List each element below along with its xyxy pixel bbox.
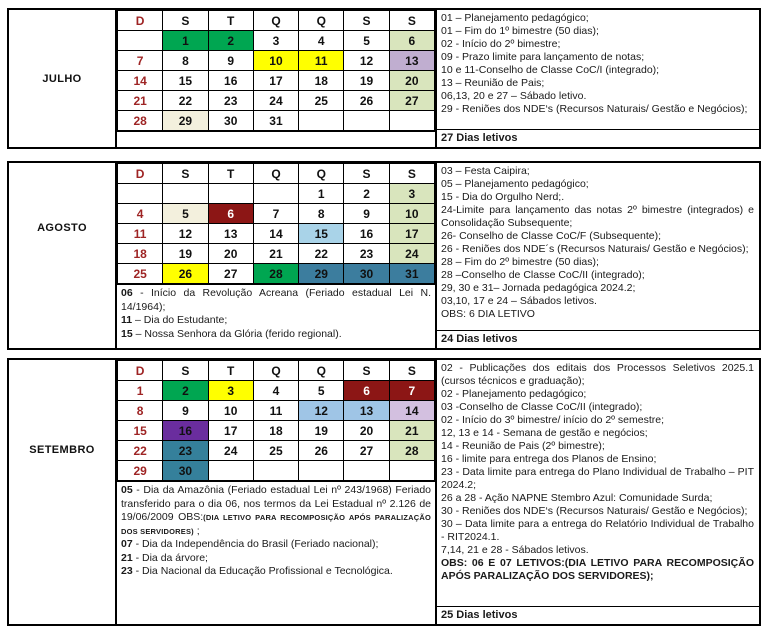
- day-header: S: [344, 11, 389, 31]
- footnote-text: 11: [121, 314, 133, 326]
- day-header: S: [389, 164, 434, 184]
- day-cell: 13: [344, 401, 389, 421]
- dias-letivos-julho: 27 Dias letivos: [437, 129, 759, 147]
- day-cell: 21: [118, 91, 163, 111]
- note-line: 29 - Reniões dos NDE‘s (Recursos Naturais/ Gestão e Negócios);: [441, 103, 748, 115]
- note-line: 10 e 11-Conselho de Classe CoC/I (integrado);: [441, 64, 660, 76]
- day-cell: 24: [253, 91, 298, 111]
- footnote-text: – Nossa Senhora da Glória (ferido regional).: [132, 327, 342, 340]
- day-cell: 10: [208, 401, 253, 421]
- day-cell: 9: [208, 51, 253, 71]
- day-header: T: [208, 164, 253, 184]
- day-cell: 21: [389, 421, 434, 441]
- calendar-footnotes-setembro: [117, 481, 435, 624]
- day-cell: 18: [299, 71, 344, 91]
- footnote-text: 06: [121, 287, 133, 299]
- empty-cell: [344, 111, 389, 131]
- day-cell: 14: [253, 224, 298, 244]
- day-cell: 26: [299, 441, 344, 461]
- day-cell: 25: [253, 441, 298, 461]
- day-cell: 4: [118, 204, 163, 224]
- footnote-text: 21: [121, 551, 133, 564]
- day-cell: 28: [389, 441, 434, 461]
- note-line: 14 - Reunião de Pais (2º bimestre);: [441, 440, 605, 452]
- day-cell: 8: [299, 204, 344, 224]
- footnote-text: – Dia do Estudante;: [132, 314, 228, 326]
- note-line: 30 - Reniões dos NDE‘s (Recursos Naturais/ Gestão e Negócios);: [441, 505, 748, 517]
- note-line: 02 - Início do 3º bimestre/ início do 2º semestre;: [441, 414, 665, 426]
- day-header: T: [208, 11, 253, 31]
- day-cell: 16: [344, 224, 389, 244]
- day-cell: 27: [208, 264, 253, 284]
- day-header: T: [208, 361, 253, 381]
- empty-cell: [344, 461, 389, 481]
- day-cell: 1: [299, 184, 344, 204]
- note-line: 26- Conselho de Classe CoC/F (Subsequente);: [441, 230, 662, 242]
- day-header: Q: [299, 361, 344, 381]
- day-cell: 16: [163, 421, 208, 441]
- day-cell: 12: [344, 51, 389, 71]
- calendar-setembro: [117, 360, 435, 624]
- day-cell: 6: [208, 204, 253, 224]
- calendar-footnote-line: [121, 484, 431, 538]
- calendar-table-agosto: [117, 163, 435, 284]
- empty-cell: [208, 461, 253, 481]
- day-cell: 29: [163, 111, 208, 131]
- day-header: D: [118, 164, 163, 184]
- note-line: 29, 30 e 31– Jornada pedagógica 2024.2;: [441, 282, 636, 294]
- month-title-agosto: AGOSTO: [37, 221, 87, 234]
- empty-cell: [389, 111, 434, 131]
- empty-cell: [299, 111, 344, 131]
- footnote-text: 07: [121, 538, 133, 550]
- calendar-footnotes-julho: [117, 131, 435, 147]
- day-cell: 7: [389, 381, 434, 401]
- note-line: 26 a 28 - Ação NAPNE Stembro Azul: Comunidade Surda;: [441, 492, 713, 504]
- calendar-footnotes-agosto: [117, 284, 435, 348]
- day-cell: 23: [344, 244, 389, 264]
- footnote-text: - Início da Revolução Acreana (Feriado estadual Lei N. 14/1964);: [121, 287, 431, 313]
- day-header: Q: [253, 361, 298, 381]
- empty-cell: [163, 184, 208, 204]
- day-cell: 31: [389, 264, 434, 284]
- day-cell: 24: [389, 244, 434, 264]
- day-cell: 18: [118, 244, 163, 264]
- day-cell: 29: [118, 461, 163, 481]
- note-line: OBS: 06 E 07 LETIVOS:(DIA LETIVO PARA RECOMPOSIÇÃO APÓS PARALIZAÇÃO DOS SERVIDORES);: [441, 557, 754, 582]
- month-label-box-agosto: [9, 163, 117, 348]
- note-line: 24-Limite para lançamento das notas 2º bimestre (integrados) e Consolidação Subsequente;: [441, 204, 754, 229]
- day-cell: 12: [163, 224, 208, 244]
- month-label-box-julho: [9, 10, 117, 147]
- day-cell: 1: [163, 31, 208, 51]
- day-cell: 12: [299, 401, 344, 421]
- month-title-julho: JULHO: [42, 72, 82, 85]
- notes-body-setembro: [437, 360, 759, 606]
- day-cell: 15: [163, 71, 208, 91]
- day-cell: 2: [163, 381, 208, 401]
- calendar-footnote-line: [121, 538, 431, 552]
- calendar-julho: [117, 10, 435, 147]
- calendar-footnote-line: [121, 287, 431, 314]
- calendar-agosto: [117, 163, 435, 348]
- day-cell: 28: [118, 111, 163, 131]
- day-cell: 19: [344, 71, 389, 91]
- day-cell: 30: [163, 461, 208, 481]
- empty-cell: [208, 184, 253, 204]
- day-cell: 11: [299, 51, 344, 71]
- day-header: S: [344, 361, 389, 381]
- note-line: 23 - Data limite para entrega do Plano Individual de Trabalho – PIT 2024.2;: [441, 466, 754, 491]
- day-cell: 22: [299, 244, 344, 264]
- notes-setembro: [435, 360, 759, 624]
- day-cell: 10: [253, 51, 298, 71]
- note-line: 01 – Fim do 1º bimestre (50 dias);: [441, 25, 599, 37]
- section-agosto: [7, 161, 761, 350]
- day-cell: 19: [299, 421, 344, 441]
- day-cell: 6: [344, 381, 389, 401]
- note-line: 02 - Publicações dos editais dos Processos Seletivos 2025.1 (cursos técnicos e graduação);: [441, 362, 754, 387]
- notes-julho: [435, 10, 759, 147]
- calendar-footnote-line: [121, 552, 431, 566]
- day-cell: 6: [389, 31, 434, 51]
- day-cell: 15: [299, 224, 344, 244]
- note-line: 03 – Festa Caipira;: [441, 165, 530, 177]
- footnote-smallcaps-text: (DIA LETIVO PARA RECOMPOSIÇÃO APÓS PARALIZAÇÃO DOS SERVIDORES): [121, 513, 431, 536]
- notes-body-agosto: [437, 163, 759, 330]
- day-cell: 20: [344, 421, 389, 441]
- calendar-table-julho: [117, 10, 435, 131]
- day-cell: 30: [208, 111, 253, 131]
- footnote-text: - Dia da Amazônia (Feriado estadual Lei nº 243/1968) Feriado transferido para o dia 06, nos termos da Lei Estadual nº 2.126 de 19/06/2009 OBS:: [121, 484, 431, 523]
- day-cell: 31: [253, 111, 298, 131]
- day-cell: 14: [118, 71, 163, 91]
- day-cell: 18: [253, 421, 298, 441]
- day-header: S: [163, 11, 208, 31]
- day-cell: 14: [389, 401, 434, 421]
- day-cell: 1: [118, 381, 163, 401]
- day-cell: 5: [299, 381, 344, 401]
- day-cell: 15: [118, 421, 163, 441]
- day-cell: 23: [163, 441, 208, 461]
- calendar-footnote-line: [121, 565, 431, 579]
- day-cell: 11: [118, 224, 163, 244]
- note-line: 28 –Conselho de Classe CoC/II (integrado);: [441, 269, 645, 281]
- day-cell: 7: [253, 204, 298, 224]
- day-header: S: [389, 11, 434, 31]
- day-cell: 8: [118, 401, 163, 421]
- calendar-table-setembro: [117, 360, 435, 481]
- note-line: 7,14, 21 e 28 - Sábados letivos.: [441, 544, 589, 556]
- calendar-footnote-line: [121, 314, 431, 328]
- notes-agosto: [435, 163, 759, 348]
- footnote-text: 23: [121, 565, 133, 577]
- notes-body-julho: [437, 10, 759, 129]
- day-header: S: [344, 164, 389, 184]
- month-label-box-setembro: [9, 360, 117, 624]
- note-line: 09 - Prazo limite para lançamento de notas;: [441, 51, 645, 63]
- day-cell: 29: [299, 264, 344, 284]
- day-header: D: [118, 361, 163, 381]
- day-cell: 11: [253, 401, 298, 421]
- note-line: 28 – Fim do 2º bimestre (50 dias);: [441, 256, 599, 268]
- note-line: 02 - Início do 2º bimestre;: [441, 38, 561, 50]
- day-header: Q: [299, 164, 344, 184]
- empty-cell: [118, 31, 163, 51]
- day-cell: 16: [208, 71, 253, 91]
- empty-cell: [253, 461, 298, 481]
- note-line: 26 - Reniões dos NDE´s (Recursos Naturais/ Gestão e Negócios);: [441, 243, 749, 255]
- day-header: S: [163, 361, 208, 381]
- note-line: 03 -Conselho de Classe CoC/II (integrado);: [441, 401, 643, 413]
- day-cell: 24: [208, 441, 253, 461]
- dias-letivos-agosto: 24 Dias letivos: [437, 330, 759, 348]
- note-line: 03,10, 17 e 24 – Sábados letivos.: [441, 295, 597, 307]
- day-cell: 2: [208, 31, 253, 51]
- day-cell: 30: [344, 264, 389, 284]
- note-line: 30 – Data limite para a entrega do Relatório Individual de Trabalho - RIT2024.1.: [441, 518, 754, 543]
- day-cell: 3: [389, 184, 434, 204]
- day-cell: 25: [118, 264, 163, 284]
- day-cell: 13: [208, 224, 253, 244]
- day-cell: 27: [389, 91, 434, 111]
- day-cell: 22: [163, 91, 208, 111]
- empty-cell: [253, 184, 298, 204]
- day-cell: 5: [163, 204, 208, 224]
- calendar-footnote-line: [121, 328, 431, 342]
- note-line: OBS: 6 DIA LETIVO: [441, 308, 535, 320]
- note-line: 01 – Planejamento pedagógico;: [441, 12, 589, 24]
- day-cell: 28: [253, 264, 298, 284]
- footnote-text: 15: [121, 327, 133, 340]
- note-line: 05 – Planejamento pedagógico;: [441, 178, 589, 190]
- day-cell: 10: [389, 204, 434, 224]
- day-cell: 22: [118, 441, 163, 461]
- day-cell: 8: [163, 51, 208, 71]
- note-line: 15 - Dia do Orgulho Nerd;.: [441, 191, 565, 203]
- day-header: Q: [253, 11, 298, 31]
- day-cell: 7: [118, 51, 163, 71]
- day-header: D: [118, 11, 163, 31]
- day-cell: 27: [344, 441, 389, 461]
- day-cell: 23: [208, 91, 253, 111]
- day-cell: 9: [163, 401, 208, 421]
- footnote-text: ;: [193, 524, 200, 537]
- day-header: S: [389, 361, 434, 381]
- footnote-text: - Dia Nacional da Educação Profissional e Tecnológica.: [132, 565, 393, 577]
- day-cell: 21: [253, 244, 298, 264]
- empty-cell: [118, 184, 163, 204]
- day-cell: 20: [389, 71, 434, 91]
- day-cell: 3: [253, 31, 298, 51]
- day-header: S: [163, 164, 208, 184]
- day-cell: 19: [163, 244, 208, 264]
- day-cell: 17: [208, 421, 253, 441]
- day-cell: 20: [208, 244, 253, 264]
- day-cell: 4: [253, 381, 298, 401]
- day-cell: 3: [208, 381, 253, 401]
- day-header: Q: [299, 11, 344, 31]
- section-julho: [7, 8, 761, 149]
- day-cell: 2: [344, 184, 389, 204]
- day-header: Q: [253, 164, 298, 184]
- note-line: 12, 13 e 14 - Semana de gestão e negócios;: [441, 427, 648, 439]
- month-title-setembro: SETEMBRO: [29, 443, 95, 456]
- note-line: 02 - Planejamento pedagógico;: [441, 388, 587, 400]
- day-cell: 4: [299, 31, 344, 51]
- empty-cell: [299, 461, 344, 481]
- footnote-text: 05: [121, 484, 133, 496]
- day-cell: 26: [344, 91, 389, 111]
- note-line: 13 – Reunião de Pais;: [441, 77, 545, 89]
- day-cell: 25: [299, 91, 344, 111]
- day-cell: 9: [344, 204, 389, 224]
- footnote-text: - Dia da Independência do Brasil (Feriado nacional);: [132, 538, 379, 550]
- day-cell: 13: [389, 51, 434, 71]
- day-cell: 26: [163, 264, 208, 284]
- footnote-text: - Dia da árvore;: [132, 551, 208, 564]
- dias-letivos-setembro: 25 Dias letivos: [437, 606, 759, 624]
- section-setembro: [7, 358, 761, 626]
- day-cell: 17: [389, 224, 434, 244]
- day-cell: 5: [344, 31, 389, 51]
- note-line: 06,13, 20 e 27 – Sábado letivo.: [441, 90, 587, 102]
- note-line: 16 - limite para entrega dos Planos de Ensino;: [441, 453, 657, 465]
- empty-cell: [389, 461, 434, 481]
- day-cell: 17: [253, 71, 298, 91]
